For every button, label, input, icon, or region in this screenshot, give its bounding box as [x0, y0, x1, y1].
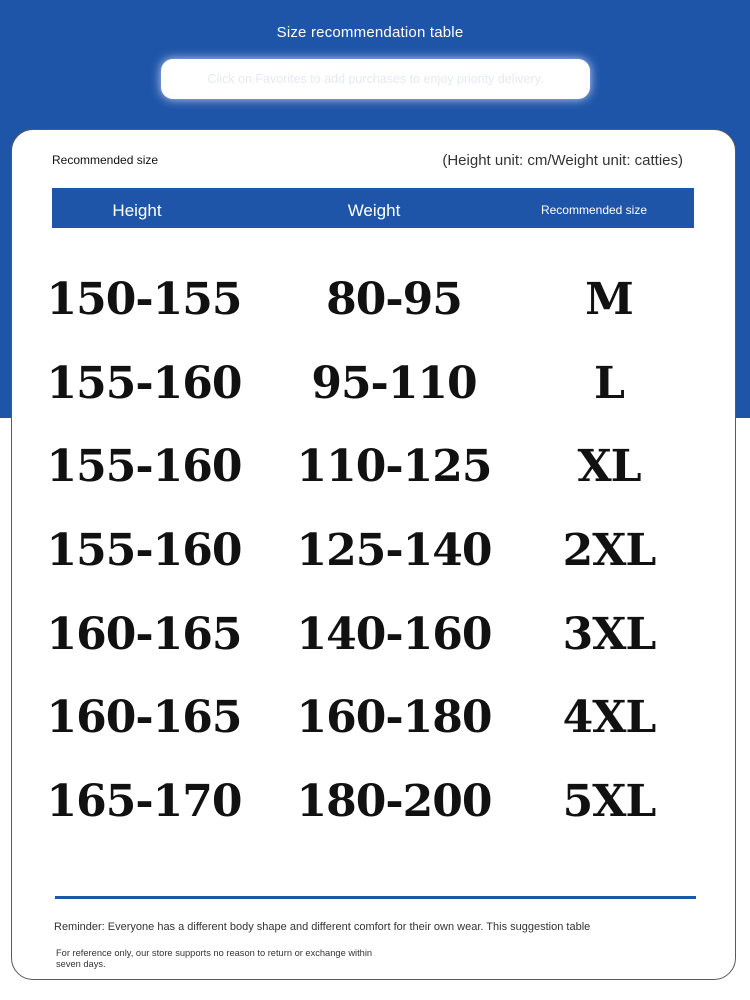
height-cell: 155-160	[46, 525, 242, 577]
column-header-height: Height	[112, 201, 162, 220]
weight-cell: 125-140	[296, 525, 492, 577]
size-cell: 3XL	[562, 608, 656, 660]
table-row	[12, 437, 737, 521]
height-cell: 155-160	[46, 357, 242, 409]
table-row	[12, 521, 737, 605]
banner-text: Click on Favorites to add purchases to enjoy priority delivery.	[207, 72, 544, 86]
table-row	[12, 270, 737, 354]
size-table-card	[11, 129, 736, 980]
height-cell: 160-165	[46, 608, 242, 660]
reminder-text: Reminder: Everyone has a different body shape and different comfort for their own wear. This suggestion table	[54, 921, 591, 933]
size-cell: L	[594, 357, 624, 409]
height-cell: 150-155	[46, 274, 242, 325]
weight-cell: 180-200	[296, 776, 492, 828]
return-policy-note: For reference only, our store supports no reason to return or exchange within seven days.	[56, 948, 373, 969]
divider	[55, 896, 696, 899]
weight-cell: 110-125	[296, 441, 492, 493]
table-row	[12, 688, 737, 772]
weight-cell: 160-180	[296, 692, 492, 744]
table-row	[12, 605, 737, 689]
recommended-size-label: Recommended size	[52, 153, 159, 167]
size-cell: XL	[577, 441, 641, 493]
height-cell: 160-165	[46, 692, 242, 744]
height-cell: 155-160	[46, 441, 242, 493]
size-cell: 2XL	[562, 525, 656, 577]
height-cell: 165-170	[46, 776, 242, 828]
weight-cell: 80-95	[326, 274, 462, 325]
weight-cell: 95-110	[311, 357, 477, 409]
table-body	[12, 270, 737, 856]
unit-note: (Height unit: cm/Weight unit: catties)	[442, 152, 683, 169]
size-cell: 5XL	[562, 776, 656, 828]
favorites-banner[interactable]	[161, 59, 590, 99]
table-row	[12, 772, 737, 856]
size-cell: M	[585, 274, 633, 325]
column-header-weight: Weight	[347, 201, 401, 220]
page-title: Size recommendation table	[276, 24, 464, 41]
column-header-size: Recommended size	[540, 203, 648, 217]
weight-cell: 140-160	[296, 608, 492, 660]
table-header	[52, 188, 694, 228]
size-cell: 4XL	[562, 692, 656, 744]
table-row	[12, 354, 737, 438]
